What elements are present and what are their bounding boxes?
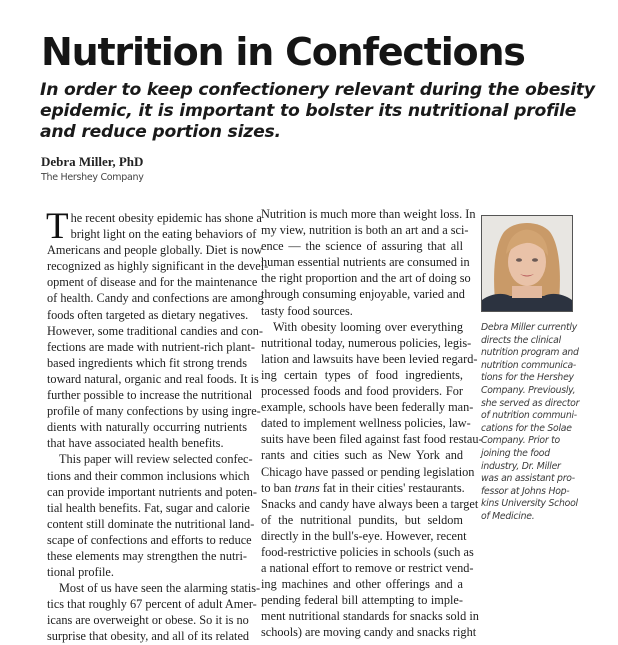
- body-text-line: the right proportion and the art of doing so: [261, 271, 471, 286]
- body-text-line: Snacks and candy have always been a target: [261, 496, 479, 511]
- body-text-line: my view, nutrition is both an art and a sci-: [261, 223, 469, 238]
- body-text-line: human essential nutrients are consumed in: [261, 255, 470, 270]
- body-text-line: This paper will review selected confec-: [59, 452, 253, 467]
- caption-line: was an assistant pro-: [481, 473, 575, 485]
- body-text-line: tics that roughly 67 percent of adult Amer-: [47, 597, 257, 612]
- body-text-line: surprise that obesity, and all of its related: [47, 629, 250, 644]
- caption-line: Company. Previously,: [481, 384, 576, 396]
- body-text-line: pending federal bill attempting to imple-: [261, 593, 463, 608]
- drop-cap: T: [46, 206, 69, 247]
- body-text-line: tial health benefits. Fat, sugar and calorie: [47, 500, 250, 515]
- body-text-line: foods often targeted as dietary negatives.: [47, 307, 249, 322]
- body-text-line: example, schools have been federally man-: [261, 400, 474, 415]
- body-text-line: scape of confections and efforts to reduce: [47, 532, 252, 547]
- caption-line: kins University School: [481, 498, 578, 510]
- portrait-image: [482, 216, 572, 311]
- body-text-line: bright light on the eating behaviors of: [70, 227, 257, 242]
- body-text-line: can provide important nutrients and poten-: [47, 484, 258, 499]
- body-text-line: he recent obesity epidemic has shone a: [70, 211, 262, 225]
- body-text-line: ing certain types of food ingredients,: [261, 367, 463, 382]
- body-text-line: However, some traditional candies and con-: [47, 323, 263, 338]
- body-text-line: Most of us have seen the alarming statis-: [59, 581, 261, 596]
- author-bio-caption: [481, 322, 591, 524]
- body-text-line: these elements may strengthen the nutri-: [47, 548, 247, 563]
- caption-line: Debra Miller currently: [481, 322, 578, 333]
- body-text-line: opment of disease and for the maintenance: [47, 275, 258, 290]
- body-text-line: suits have been filed against fast food restau-: [261, 432, 483, 447]
- caption-line: joining the food: [481, 447, 550, 459]
- body-text-line: tions and their common inclusions which: [47, 468, 250, 483]
- body-text-line: Chicago have passed or pending legislation: [261, 464, 475, 479]
- body-text-line: Nutrition is much more than weight loss. In: [261, 207, 476, 221]
- body-text-line: toward natural, organic and real foods. It is: [47, 371, 259, 386]
- body-text-line: schools) are moving candy and snacks right: [261, 625, 477, 640]
- body-text-line: tasty food sources.: [261, 303, 353, 318]
- body-text-line: further possible to increase the nutritional: [47, 388, 253, 403]
- body-text-line: of health. Candy and confections are among: [47, 291, 264, 306]
- body-text-line: fections are made with nutrient-rich plant-: [47, 339, 255, 354]
- author-name: Debra Miller, PhD: [41, 154, 144, 169]
- body-text-line: nutritional today, numerous policies, legis-: [261, 335, 472, 350]
- caption-line: nutrition communica-: [481, 359, 577, 371]
- body-text-line: tional profile.: [47, 565, 114, 580]
- caption-line: she served as director: [481, 397, 580, 409]
- caption-line: cations for the Solae: [481, 422, 572, 434]
- caption-line: fessor at Johns Hop-: [481, 485, 570, 497]
- body-text-line: dients with naturally occurring nutrients: [47, 420, 247, 435]
- author-affiliation: The Hershey Company: [41, 172, 144, 183]
- body-text-line: ence — the science of assuring that all: [261, 239, 463, 254]
- body-text-line: processed foods and food providers. For: [261, 384, 463, 399]
- body-text-line: rants and cities such as New York and: [261, 448, 463, 463]
- body-column-2: [261, 206, 483, 641]
- body-text-line: lation and lawsuits have been levied regard-: [261, 351, 478, 366]
- author-photo: [481, 215, 573, 312]
- body-text-line: icans are overweight or obese. So it is no: [47, 613, 249, 628]
- body-text-line: through consuming enjoyable, varied and: [261, 287, 465, 302]
- body-text-line: ing machines and other offerings and a: [261, 577, 463, 592]
- body-text-line: to ban trans fat in their cities' restaurants.: [261, 480, 465, 495]
- body-text-line: content still dominate the nutritional land-: [47, 516, 255, 531]
- body-text-line: food-restrictive policies in schools (such as: [261, 544, 474, 559]
- body-text-line: a national effort to remove or restrict vend-: [261, 561, 474, 576]
- caption-line: tions for the Hershey: [481, 372, 574, 384]
- body-text-line: of the nutritional pundits, but seldom: [261, 512, 463, 527]
- body-text-line: recognized as highly significant in the devel-: [47, 259, 269, 274]
- caption-line: nutrition program and: [481, 347, 579, 359]
- article-deck: In order to keep confectionery relevant during the obesity epidemic, it is important to bolster its nutritional profile and reduce portion sizes.: [40, 80, 595, 142]
- body-text-line: profile of many confections by using ingre-: [47, 404, 261, 419]
- caption-line: of nutrition communi-: [481, 410, 577, 422]
- body-text-line: directly in the bull's-eye. However, recent: [261, 528, 467, 543]
- body-column-1: [46, 206, 269, 645]
- body-text-line: With obesity looming over everything: [273, 319, 463, 334]
- caption-line: directs the clinical: [481, 334, 561, 346]
- body-text-line: based ingredients which fit strong trends: [47, 355, 247, 370]
- caption-line: industry, Dr. Miller: [481, 460, 561, 472]
- body-text-line: ment nutritional standards for snacks sold in: [261, 609, 479, 624]
- body-text-line: Americans and people globally. Diet is now: [47, 243, 263, 258]
- caption-line: of Medicine.: [481, 510, 535, 522]
- body-text-line: that have associated health benefits.: [47, 436, 224, 451]
- article-title: Nutrition in Confections: [41, 30, 525, 74]
- body-text-line: dated to implement wellness policies, law-: [261, 416, 471, 431]
- caption-line: Company. Prior to: [481, 435, 560, 447]
